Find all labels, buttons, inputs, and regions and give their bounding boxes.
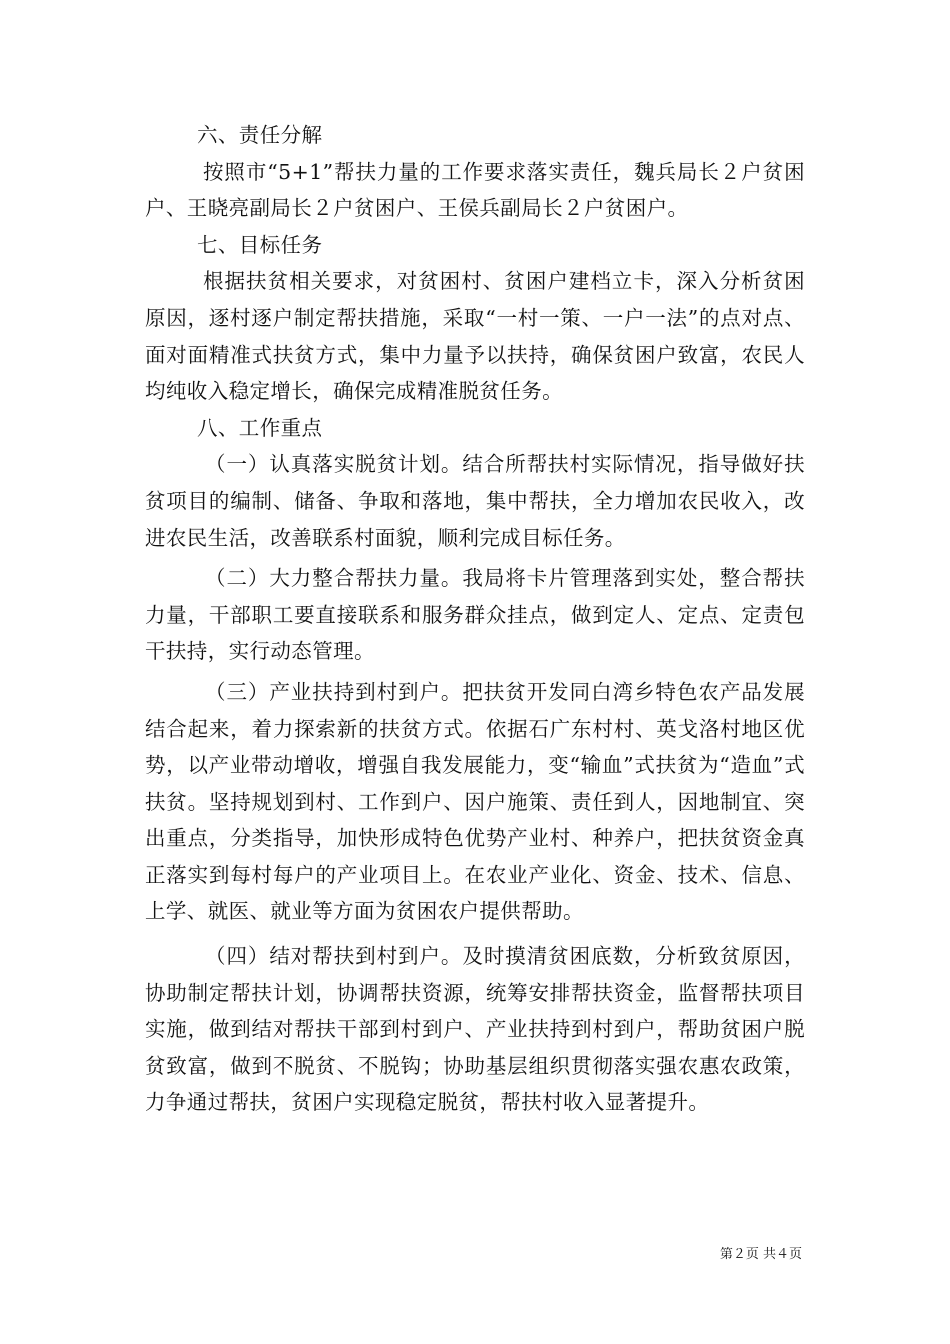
paragraph-key-work-1: （一）认真落实脱贫计划。结合所帮扶村实际情况，指导做好扶贫项目的编制、储备、争取和落地，集中帮扶，全力增加农民收入，改进农民生活，改善联系村面貌，顺利完成目标任务。 [145,452,805,550]
paragraph-key-work-4: （四）结对帮扶到村到户。及时摸清贫困底数，分析致贫原因，协助制定帮扶计划，协调帮扶资源，统筹安排帮扶资金，监督帮扶项目实施，做到结对帮扶干部到村到户、产业扶持到村到户，帮助贫困户脱贫致富，做到不脱贫、不脱钩；协助基层组织贯彻落实强农惠农政策，力争通过帮扶，贫困户实现稳定脱贫，帮扶村收入显著提升。 [145,944,805,1115]
section-heading-goals: 七、目标任务 [197,232,323,257]
paragraph-goals: 根据扶贫相关要求，对贫困村、贫困户建档立卡，深入分析贫困原因，逐村逐户制定帮扶措施，采取“一村一策、一户一法”的点对点、面对面精准式扶贫方式，集中力量予以扶持，确保贫困户致富，农民人均纯收入稳定增长，确保完成精准脱贫任务。 [145,269,805,404]
paragraph-responsibility: 按照市“5+1”帮扶力量的工作要求落实责任，魏兵局长２户贫困户、王晓亮副局长２户贫困户、王侯兵副局长２户贫困户。 [145,159,805,221]
paragraph-key-work-3: （三）产业扶持到村到户。把扶贫开发同白湾乡特色农产品发展结合起来，着力探索新的扶贫方式。依据石广东村村、英戈洛村地区优势，以产业带动增收，增强自我发展能力，变“输血”式扶贫为“造血”式扶贫。坚持规划到村、工作到户、因户施策、责任到人，因地制宜、突出重点，分类指导，加快形成特色优势产业村、种养户，把扶贫资金真正落实到每村每户的产业项目上。在农业产业化、资金、技术、信息、上学、就医、就业等方面为贫困农户提供帮助。 [145,679,805,924]
page-number: 第２页 共４页 [719,1247,802,1262]
paragraph-key-work-2: （二）大力整合帮扶力量。我局将卡片管理落到实处，整合帮扶力量，干部职工要直接联系和服务群众挂点，做到定人、定点、定责包干扶持，实行动态管理。 [145,566,805,664]
page-footer [0,1246,950,1264]
document-body [145,117,805,1121]
section-heading-responsibility: 六、责任分解 [197,123,323,147]
section-heading-key-work: 八、工作重点 [197,415,323,440]
